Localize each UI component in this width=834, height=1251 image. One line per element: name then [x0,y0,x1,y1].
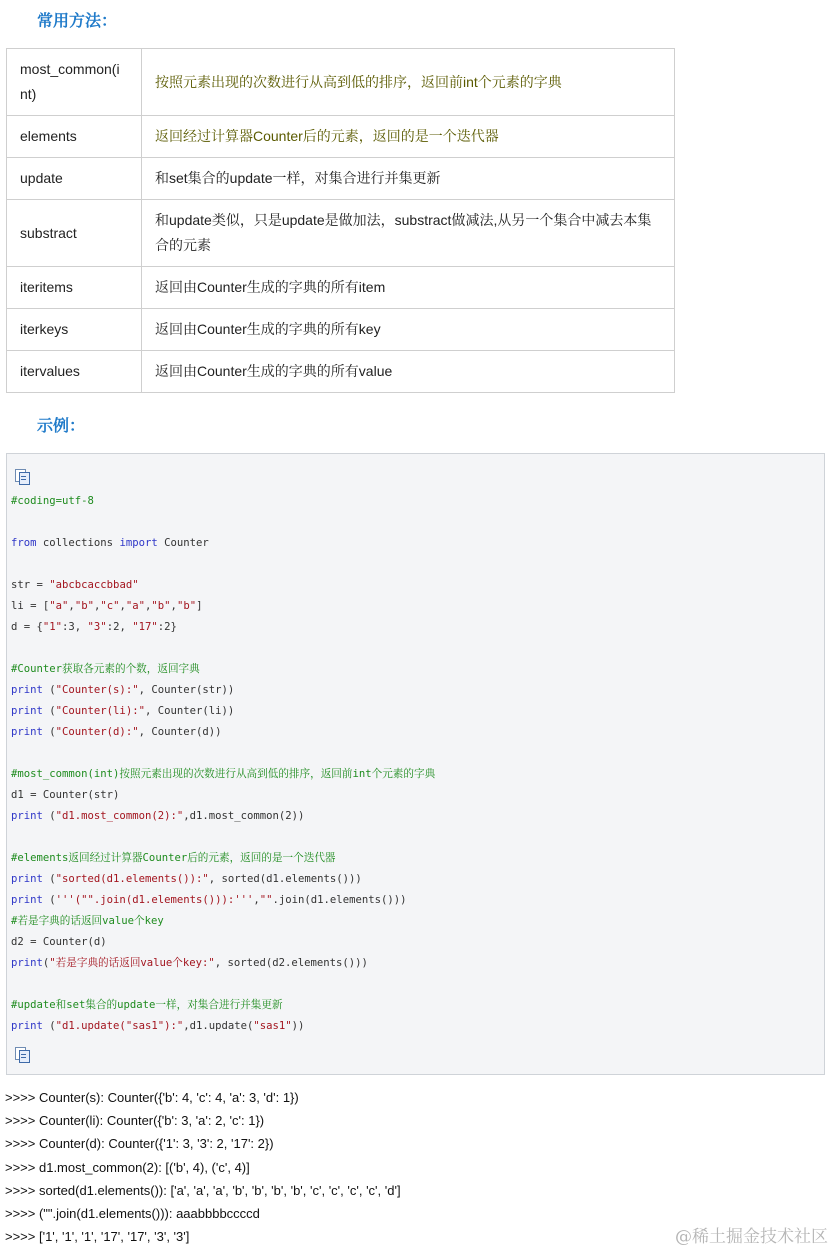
code-token: :2} [157,621,177,633]
method-name [7,200,142,267]
code-token: #coding=utf-8 [11,495,94,507]
method-name [7,267,142,309]
code-line [11,869,435,890]
method-name-text: itervalues [20,363,80,379]
code-token: ( [42,726,56,738]
method-description [142,200,675,267]
code-token: , [119,600,126,612]
method-description-text: 返回由Counter生成的字典的所有key [155,321,381,337]
code-token: #update和set集合的update一样，对集合进行并集更新 [11,999,283,1011]
code-token: )) [291,1020,305,1032]
code-token: Counter [157,537,209,549]
code-token: "Counter(s):" [55,684,139,696]
code-token: .join(d1.elements())) [272,894,407,906]
method-name [7,309,142,351]
copy-code-icon[interactable] [14,468,30,484]
code-line [11,848,435,869]
code-token: ,d1.update( [183,1020,254,1032]
code-token: "Counter(d):" [55,726,139,738]
code-token: , sorted(d1.elements())) [208,873,362,885]
code-token: "b" [176,600,197,612]
code-token: collections [36,537,120,549]
code-line [11,953,435,974]
method-name-text: most_common(i [20,61,120,77]
copy-code-icon[interactable] [14,1046,30,1062]
code-line [11,1016,435,1037]
method-name [7,351,142,393]
code-token: from [11,537,37,549]
table-row [7,116,675,158]
code-line [11,575,435,596]
output-line: >>>> ("".join(d1.elements())): aaabbbbccccd [5,1206,260,1222]
code-token: print [11,684,43,696]
method-name-text: iteritems [20,279,73,295]
code-line [11,995,435,1016]
code-token: print [11,810,43,822]
method-name-text: substract [20,224,77,241]
table-row [7,200,675,267]
watermark: @稀土掘金技术社区 [675,1227,828,1247]
code-token: ( [42,873,56,885]
code-token: "Counter(li):" [55,705,145,717]
code-line [11,785,435,806]
code-line [11,764,435,785]
code-token: , [93,600,101,612]
code-token: "sorted(d1.elements()):" [55,873,209,885]
code-line [11,743,435,764]
code-token: "1" [42,621,63,633]
code-token: "b" [74,600,94,612]
method-description [142,267,675,309]
method-description [142,158,675,200]
method-description-text: 返回由Counter生成的字典的所有item [155,279,386,295]
output-line: >>>> sorted(d1.elements()): ['a', 'a', 'a', 'b', 'b', 'b', 'b', 'c', 'c', 'c', 'c', 'd'] [5,1182,401,1198]
code-token: "若是字典的话返回value个key:" [49,957,215,969]
code-token: "17" [132,621,158,633]
code-token: , Counter(d)) [138,726,222,738]
method-description [142,351,675,393]
code-token: , Counter(li)) [144,705,235,717]
code-token: ,d1.most_common(2)) [183,810,305,822]
code-line [11,701,435,722]
code-line [11,974,435,995]
code-token: #若是字典的话返回value个key [11,915,164,927]
code-token: li = [ [11,600,50,612]
output-line: >>>> ['1', '1', '1', '17', '17', '3', '3'] [5,1229,190,1245]
code-line [11,932,435,953]
code-token: print [11,726,43,738]
code-line [11,596,435,617]
table-row [7,267,675,309]
code-token: :3, [62,621,88,633]
code-line [11,617,435,638]
output-line: >>>> Counter(s): Counter({'b': 4, 'c': 4, 'a': 3, 'd': 1}) [5,1090,299,1105]
code-token: "d1.most_common(2):" [55,810,184,822]
method-description [142,49,675,116]
code-token: "a" [49,600,69,612]
table-row [7,309,675,351]
code-token: "" [259,894,273,906]
section-heading-example: 示例： [37,418,86,435]
code-block [6,453,825,1075]
code-token: ( [42,894,56,906]
code-line [11,533,435,554]
method-description-text: 按照元素出现的次数进行从高到低的排序，返回前int个元素的字典 [155,73,562,90]
code-line [11,722,435,743]
output-line: >>>> d1.most_common(2): [('b', 4), ('c', 4)] [5,1159,250,1175]
code-token: , [145,600,152,612]
code-token: , [170,600,177,612]
methods-table [6,48,675,393]
code-token: d2 = Counter(d) [11,936,107,948]
program-output [5,1086,401,1248]
method-description-text: 返回由Counter生成的字典的所有value [155,363,393,379]
method-name [7,116,142,158]
code-token: str = [11,579,50,591]
code-token: "3" [87,621,107,633]
method-name [7,49,142,116]
code-token: ( [42,684,56,696]
method-description-text: 合的元素 [155,237,211,253]
code-token: #most_common(int)按照元素出现的次数进行从高到低的排序，返回前int个元素的字典 [11,768,436,780]
code-token: print [11,957,43,969]
code-token: "abcbcaccbbad" [49,579,139,591]
code-line [11,659,435,680]
code-line [11,911,435,932]
code-token: import [119,537,158,549]
code-token: , Counter(str)) [138,684,235,696]
method-description-text: 返回经过计算器Counter后的元素，返回的是一个迭代器 [155,128,499,144]
table-row [7,351,675,393]
code-token: "a" [125,600,146,612]
code-token: #elements返回经过计算器Counter后的元素，返回的是一个迭代器 [11,852,336,864]
code-token: :2, [106,621,133,633]
code-line [11,512,435,533]
code-token: d1 = Counter(str) [11,789,120,801]
code-token: "sas1" [253,1020,292,1032]
code-line [11,680,435,701]
code-line [11,638,435,659]
code-line [11,890,435,911]
table-row [7,49,675,116]
code-token: print [11,894,43,906]
code-token: #Counter获取各元素的个数，返回字典 [11,663,200,675]
method-name-text: elements [20,128,77,144]
code-token: print [11,705,43,717]
method-description [142,309,675,351]
code-line [11,827,435,848]
code-line [11,554,435,575]
code-token: "d1.update("sas1"):" [55,1020,184,1032]
output-line: >>>> Counter(li): Counter({'b': 3, 'a': 2, 'c': 1}) [5,1113,265,1129]
method-description [142,116,675,158]
method-name-text: nt) [20,86,37,102]
code-line [11,491,435,512]
code-line [11,806,435,827]
method-description-text: 和set集合的update一样，对集合进行并集更新 [155,170,441,186]
code-token: ] [196,600,203,612]
table-row [7,158,675,200]
code-token: ( [42,705,56,717]
output-line: >>>> Counter(d): Counter({'1': 3, '3': 2, '17': 2}) [5,1136,274,1152]
code-token: d = { [11,621,43,633]
code-token: , [253,894,260,906]
code-token: "c" [100,600,120,612]
method-description-text: 和update类似，只是update是做加法，substract做减法,从另一个集合中减去本集 [155,212,652,228]
code-token: , sorted(d2.elements())) [214,957,368,969]
code-token: ( [42,1020,56,1032]
code-token: print [11,1020,43,1032]
method-name-text: update [20,170,63,186]
code-token: ( [42,810,56,822]
method-name-text: iterkeys [20,321,69,337]
code-content [11,491,435,1037]
code-token: ( [42,957,50,969]
code-token: '''("".join(d1.elements())):''' [55,894,254,906]
code-token: , [68,600,75,612]
code-token: print [11,873,43,885]
method-name [7,158,142,200]
section-heading-methods: 常用方法： [37,13,118,30]
code-token: "b" [151,600,171,612]
